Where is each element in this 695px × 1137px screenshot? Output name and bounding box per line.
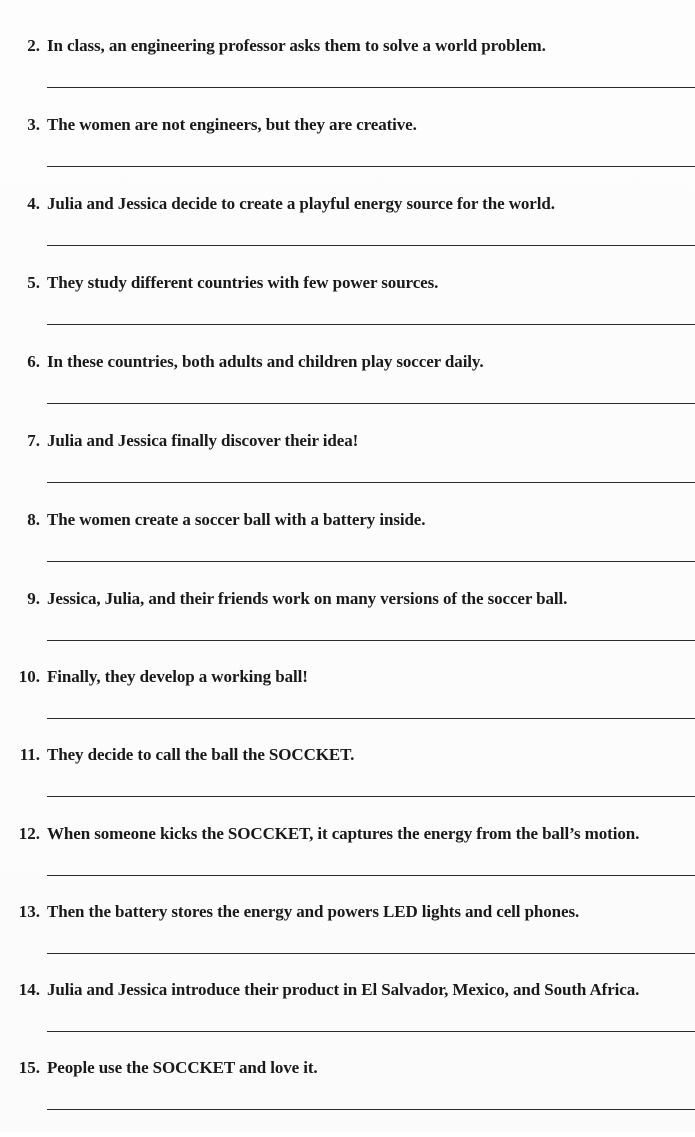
item-sentence: Julia and Jessica introduce their product in El Salvador, Mexico, and South Africa. xyxy=(47,980,640,999)
item-number: 9. xyxy=(27,589,40,608)
worksheet-item-10 xyxy=(0,666,695,746)
answer-line[interactable] xyxy=(47,324,695,325)
worksheet-item-14 xyxy=(0,979,695,1059)
item-number: 7. xyxy=(27,431,40,450)
item-sentence: In class, an engineering professor asks them to solve a world problem. xyxy=(47,36,546,55)
item-number: 6. xyxy=(27,352,40,371)
answer-line[interactable] xyxy=(47,166,695,167)
answer-line[interactable] xyxy=(47,87,695,88)
worksheet-item-13 xyxy=(0,901,695,981)
item-number: 2. xyxy=(27,36,40,55)
answer-line[interactable] xyxy=(47,1109,695,1110)
item-sentence: The women are not engineers, but they are creative. xyxy=(47,115,417,134)
item-sentence: Finally, they develop a working ball! xyxy=(47,667,308,686)
worksheet-item-12 xyxy=(0,823,695,903)
item-number: 12. xyxy=(18,824,40,843)
answer-line[interactable] xyxy=(47,640,695,641)
item-number: 14. xyxy=(18,980,40,999)
item-number: 5. xyxy=(27,273,40,292)
worksheet-item-8 xyxy=(0,509,695,589)
answer-line[interactable] xyxy=(47,1031,695,1032)
item-sentence: They decide to call the ball the SOCCKET. xyxy=(47,745,355,764)
item-number: 15. xyxy=(18,1058,40,1077)
answer-line[interactable] xyxy=(47,482,695,483)
item-number: 11. xyxy=(19,745,40,764)
worksheet-item-6 xyxy=(0,351,695,431)
item-number: 10. xyxy=(18,667,40,686)
item-sentence: Julia and Jessica decide to create a playful energy source for the world. xyxy=(47,194,555,213)
worksheet-item-3 xyxy=(0,114,695,194)
answer-line[interactable] xyxy=(47,403,695,404)
worksheet-item-9 xyxy=(0,588,695,668)
item-sentence: Then the battery stores the energy and powers LED lights and cell phones. xyxy=(47,902,580,921)
item-sentence: The women create a soccer ball with a battery inside. xyxy=(47,510,426,529)
item-sentence: They study different countries with few power sources. xyxy=(47,273,439,292)
item-sentence: When someone kicks the SOCCKET, it captures the energy from the ball’s motion. xyxy=(47,824,640,843)
worksheet-item-5 xyxy=(0,272,695,352)
answer-line[interactable] xyxy=(47,561,695,562)
answer-line[interactable] xyxy=(47,875,695,876)
worksheet-item-15 xyxy=(0,1057,695,1137)
item-sentence: Jessica, Julia, and their friends work on many versions of the soccer ball. xyxy=(47,589,568,608)
item-number: 3. xyxy=(27,115,40,134)
worksheet-item-11 xyxy=(0,744,695,824)
item-number: 13. xyxy=(18,902,40,921)
item-sentence: People use the SOCCKET and love it. xyxy=(47,1058,318,1077)
answer-line[interactable] xyxy=(47,718,695,719)
item-sentence: Julia and Jessica finally discover their idea! xyxy=(47,431,359,450)
answer-line[interactable] xyxy=(47,953,695,954)
worksheet-item-2 xyxy=(0,35,695,115)
worksheet-item-4 xyxy=(0,193,695,273)
item-number: 8. xyxy=(27,510,40,529)
item-number: 4. xyxy=(27,194,40,213)
answer-line[interactable] xyxy=(47,796,695,797)
answer-line[interactable] xyxy=(47,245,695,246)
item-sentence: In these countries, both adults and children play soccer daily. xyxy=(47,352,484,371)
worksheet-item-7 xyxy=(0,430,695,510)
